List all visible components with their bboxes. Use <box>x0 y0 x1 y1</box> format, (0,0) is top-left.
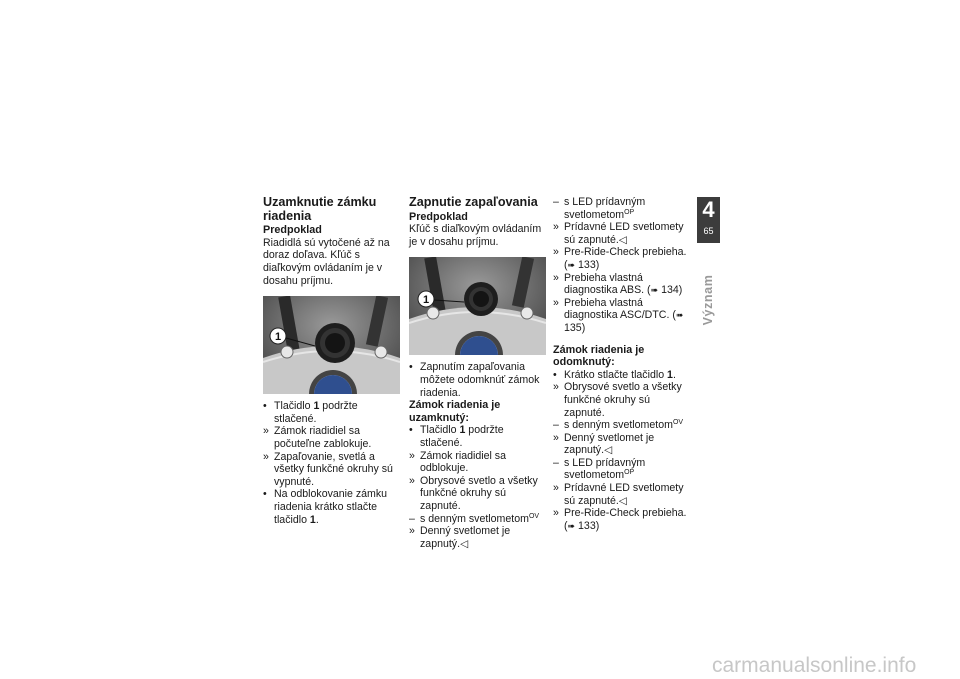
section-heading: Zapnutie zapaľovania <box>409 195 538 209</box>
list-item: • Krátko stlačte tlačidlo 1. <box>553 368 676 381</box>
prerequisite-heading: Predpoklad <box>409 210 468 223</box>
list-item: • Tlačidlo 1 podržte stlačené. <box>409 424 504 449</box>
list-item: » Prídavné LED svetlomety sú zapnuté.◁ <box>553 221 684 246</box>
chapter-number: 4 <box>702 197 715 222</box>
list-item: » Prebieha vlastná diagnostika ASC/DTC. (➠ 135) <box>553 296 684 334</box>
steering-unlocked-heading: Zámok riadenia je odomknutý: <box>553 343 645 369</box>
list-item: » Zámok riadidiel sa odblokuje. <box>409 449 506 475</box>
page-number: 65 <box>703 226 714 236</box>
list-item: » Prebieha vlastná diagnostika ABS. (➠ 134) <box>553 271 683 297</box>
photo-callout: 1 <box>274 331 282 344</box>
handlebar-photo <box>263 296 400 394</box>
list-item: » Zapaľovanie, svetlá a všetky funkčné okruhy sú vypnuté. <box>263 450 393 488</box>
prerequisite-text: Riadidlá sú vytočené až na doraz doľava. Kľúč s diaľkovým ovládaním je v dosahu príjmu. <box>263 236 390 287</box>
list-item: » Denný svetlomet je zapnutý.◁ <box>553 431 655 457</box>
end-mark-icon: ◁ <box>618 233 627 246</box>
end-mark-icon: ◁ <box>604 444 613 457</box>
page-ref-arrow-icon: ➠ <box>567 520 576 531</box>
option-item: – s denným svetlometom$^{OV}$ <box>409 512 540 525</box>
section-heading: Uzamknutie zámku riadenia <box>263 195 377 223</box>
option-item: – s denným svetlometom$^{OV}$ <box>553 419 684 432</box>
photo-callout: 1 <box>422 294 430 307</box>
page-ref-arrow-icon: ➠ <box>650 285 659 296</box>
watermark: carmanualsonline.info <box>712 654 917 677</box>
chapter-side-label: Význam <box>701 274 715 326</box>
page-ref-arrow-icon: ➠ <box>567 259 576 270</box>
list-item: » Obrysové svetlo a všetky funkčné okruhy sú zapnuté. <box>409 474 538 512</box>
prerequisite-text: Kľúč s diaľkovým ovládaním je v dosahu príjmu. <box>409 223 542 248</box>
end-mark-icon: ◁ <box>460 537 469 550</box>
column-ignition-on <box>409 196 546 550</box>
list-item: » Pre-Ride-Check prebieha. (➠ 133) <box>553 246 687 271</box>
option-item: – s LED prídavným svetlometom$^{OP}$ <box>553 196 646 221</box>
list-item: » Zámok riadidiel sa počuteľne zablokuje. <box>263 425 372 450</box>
list-item: • Tlačidlo 1 podržte stlačené. <box>263 400 358 425</box>
prerequisite-heading: Predpoklad <box>263 224 322 237</box>
column-ignition-continued <box>553 196 693 532</box>
end-mark-icon: ◁ <box>618 494 627 507</box>
steering-locked-heading: Zámok riadenia je uzamknutý: <box>409 399 501 424</box>
option-item: – s LED prídavným svetlometom$^{OP}$ <box>553 456 646 482</box>
list-item: • Na odblokovanie zámku riadenia krátko stlačte tlačidlo 1. <box>263 488 388 526</box>
list-item: » Pre-Ride-Check prebieha. (➠ 133) <box>553 507 687 532</box>
list-item: » Prídavné LED svetlomety sú zapnuté.◁ <box>553 482 684 507</box>
page-ref-arrow-icon: ➠ <box>675 310 684 321</box>
handlebar-photo <box>409 257 546 355</box>
list-item: » Denný svetlomet je zapnutý.◁ <box>409 525 511 550</box>
list-item: » Obrysové svetlo a všetky funkčné okruhy sú zapnuté. <box>553 381 682 419</box>
column-lock-steering <box>263 196 400 526</box>
list-item: • Zapnutím zapaľovania môžete odomknúť zámok riadenia. <box>409 361 540 399</box>
